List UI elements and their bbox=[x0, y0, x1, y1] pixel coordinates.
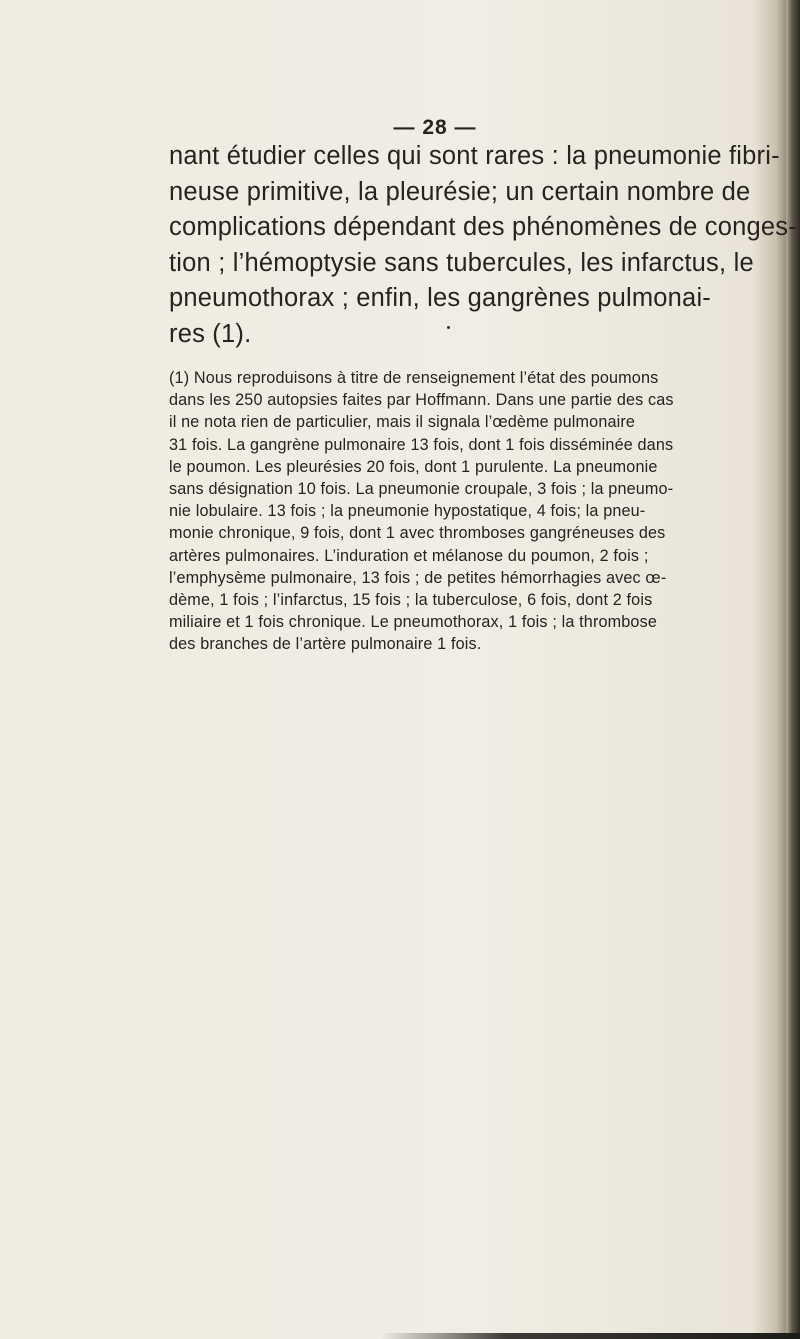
body-line: neuse primitive, la pleurésie; un certain nombre de bbox=[169, 177, 751, 206]
ink-speck bbox=[447, 326, 450, 329]
footnote-line: des branches de l’artère pulmonaire 1 fois. bbox=[169, 635, 482, 654]
footnote-line: sans désignation 10 fois. La pneumonie croupale, 3 fois ; la pneumo- bbox=[169, 480, 674, 499]
footnote-line: l’emphysème pulmonaire, 13 fois ; de petites hémorrhagies avec œ- bbox=[169, 568, 667, 587]
footnote-line: 31 fois. La gangrène pulmonaire 13 fois, dont 1 fois disséminée dans bbox=[169, 435, 674, 454]
body-line: complications dépendant des phénomènes de conges- bbox=[169, 213, 797, 242]
footnote-line: il ne nota rien de particulier, mais il signala l’œdème pulmonaire bbox=[169, 413, 636, 432]
body-line: tion ; l’hémoptysie sans tubercules, les infarctus, le bbox=[169, 248, 754, 277]
footnote bbox=[169, 367, 799, 656]
body-paragraph bbox=[169, 139, 799, 353]
footnote-line: monie chronique, 9 fois, dont 1 avec thromboses gangréneuses des bbox=[169, 524, 666, 543]
footnote-line: le poumon. Les pleurésies 20 fois, dont 1 purulente. La pneumonie bbox=[169, 457, 658, 476]
page-bottom-shadow bbox=[380, 1333, 800, 1339]
body-line: nant étudier celles qui sont rares : la pneumonie fibri- bbox=[169, 142, 780, 170]
footnote-line: artères pulmonaires. L’induration et mélanose du poumon, 2 fois ; bbox=[169, 546, 649, 565]
page-number: — 28 — bbox=[393, 116, 477, 139]
body-line: res (1). bbox=[169, 319, 252, 348]
footnote-line: miliaire et 1 fois chronique. Le pneumothorax, 1 fois ; la thrombose bbox=[169, 613, 657, 632]
footnote-line: (1) Nous reproduisons à titre de renseignement l’état des poumons bbox=[169, 369, 659, 387]
footnote-line: dème, 1 fois ; l’infarctus, 15 fois ; la tuberculose, 6 fois, dont 2 fois bbox=[169, 591, 653, 610]
footnote-line: dans les 250 autopsies faites par Hoffmann. Dans une partie des cas bbox=[169, 391, 674, 410]
footnote-line: nie lobulaire. 13 fois ; la pneumonie hypostatique, 4 fois; la pneu- bbox=[169, 502, 646, 521]
body-line: pneumothorax ; enfin, les gangrènes pulmonai- bbox=[169, 284, 711, 313]
